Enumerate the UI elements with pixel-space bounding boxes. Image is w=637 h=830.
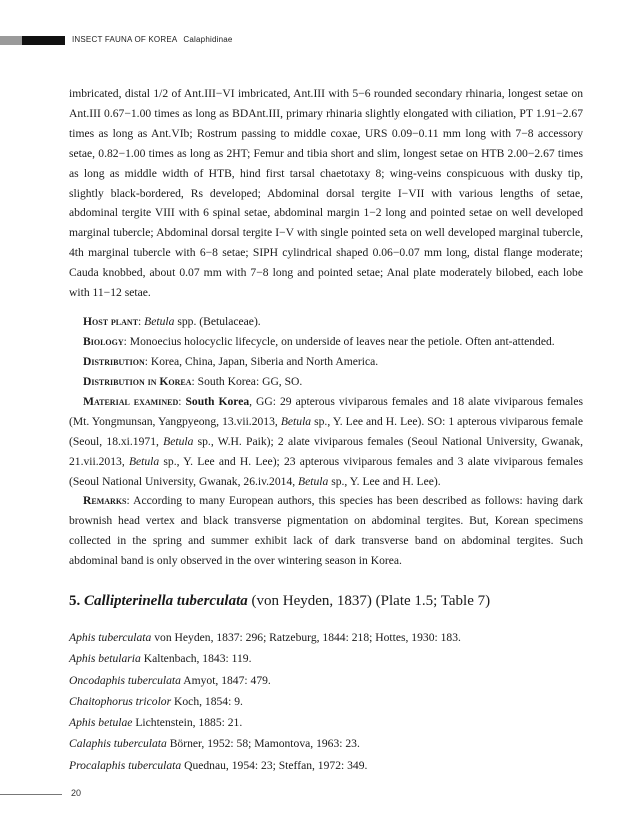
synonym-name: Procalaphis tuberculata <box>69 758 182 772</box>
synonym-name: Chaitophorus tricolor <box>69 694 172 708</box>
material-text-3: sp., W.H. Paik); 2 alate viviparous females (Seoul National University, Gwanak, 21.vii.2013, <box>69 434 583 468</box>
biology-paragraph <box>69 332 583 352</box>
remarks-text: : According to many European authors, this species has been described as follows: having dark brownish head vertex and black transverse pigmentation on abdominal tergites. But, Korean specimens collected in the spring and summer exhibit lack of dark transverse band on abdominal tergites. Such abdominal band is only observed in the over wintering season in Korea. <box>69 494 583 567</box>
material-genus-3: Betula <box>128 454 160 468</box>
header-bar-gray <box>0 36 22 45</box>
synonym-list <box>69 627 461 776</box>
synonym-row <box>69 670 461 691</box>
synonym-ref: Quednau, 1954: 23; Steffan, 1972: 349. <box>181 758 368 772</box>
material-text-5: sp., Y. Lee and H. Lee). <box>328 474 441 488</box>
material-examined-paragraph: Material examined: South Korea, GG: 29 apterous viviparous females and 18 alate viviparous females (Mt. Yongmunsan, Yangpyeong, 13.vii.2013, Betula sp., Y. Lee and H. Lee). SO: 1 apterous viviparous female (Seoul, 18.xi.1971, Betula sp., W.H. Paik); 2 alate viviparous females (Seoul National University, Gwanak, 21.vii.2013, Betula sp., Y. Lee and H. Lee); 23 apterous viviparous females and 3 alate viviparous females (Seoul National University, Gwanak, 26.iv.2014, Betula sp., Y. Lee and H. Lee). <box>69 395 584 488</box>
synonym-row <box>69 755 461 776</box>
host-plant-label: Host plant <box>83 315 139 328</box>
distribution-korea-label: Distribution in Korea <box>83 375 192 388</box>
synonym-ref: Lichtenstein, 1885: 21. <box>132 716 243 730</box>
distribution-korea-text: : South Korea: GG, SO. <box>191 375 303 388</box>
synonym-name: Aphis betularia <box>69 652 141 666</box>
species-heading <box>69 593 490 610</box>
species-name: Callipterinella tuberculata <box>84 593 248 609</box>
distribution-label: Distribution <box>83 355 145 368</box>
footer-rule <box>0 794 62 795</box>
biology-text: : Monoecius holocyclic lifecycle, on underside of leaves near the petiole. Often ant-attended. <box>123 335 555 348</box>
synonym-ref: Koch, 1854: 9. <box>171 694 243 708</box>
material-text-2: sp., Y. Lee and H. Lee). SO: 1 apterous viviparous female (Seoul, 18.xi.1971, <box>69 414 583 448</box>
page-number: 20 <box>71 788 82 798</box>
species-number: 5. <box>69 593 81 609</box>
journal-title: INSECT FAUNA OF KOREA <box>72 35 178 44</box>
synonym-row <box>69 691 461 712</box>
description-paragraph: imbricated, distal 1/2 of Ant.III−VI imbricated, Ant.III with 5−6 rounded secondary rhinaria, longest setae on Ant.III 0.67−1.00 times as long as BDAnt.III, primary rhinaria slightly elongated with ciliation, PT 1.91−2.67 times as long as Ant.VIb; Rostrum passing to middle coxae, URS 0.09−0.11 mm long with 7−8 accessory setae, 0.82−1.00 times as long as 2HT; Femur and tibia short and slim, longest setae on HTB 2.00−2.67 times as long as middle width of HTB, hind first tarsal chaetotaxy 8; wing-veins conspicuous with dusky tip, slightly black-bordered, Rs developed; Abdominal dorsal tergite I−VII with various lengths of setae, abdominal tergite VIII with 6 spinal setae, abdominal margin 1−2 long and pointed setae on well developed marginal tubercle; Abdominal dorsal tergite I−V with single pointed seta on well developed marginal tubercle, 4th marginal tubercle with 6−8 setae; SIPH cylindrical shaped 0.06−0.07 mm long, distal flange moderate; Cauda knobbed, about 0.07 mm with 7−8 long and pointed setae; Anal plate moderately bilobed, each lobe with 11−12 setae. <box>69 87 583 300</box>
material-label: Material examined <box>83 395 179 408</box>
distribution-korea-paragraph <box>69 372 583 392</box>
distribution-text: : Korea, China, Japan, Siberia and North America. <box>144 355 379 368</box>
material-genus-2: Betula <box>163 434 194 448</box>
host-genus: Betula <box>144 315 175 328</box>
biology-label: Biology <box>83 335 124 348</box>
synonym-name: Aphis tuberculata <box>69 631 152 644</box>
synonym-name: Aphis betulae <box>69 716 133 730</box>
material-genus-4: Betula <box>298 474 329 488</box>
synonym-row <box>69 627 461 648</box>
remarks-paragraph <box>69 491 583 571</box>
running-header <box>72 35 233 44</box>
material-genus-1: Betula <box>280 414 312 428</box>
synonym-ref: Börner, 1952: 58; Mamontova, 1963: 23. <box>166 737 360 751</box>
synonym-name: Calaphis tuberculata <box>69 737 167 751</box>
synonym-row <box>69 733 461 754</box>
synonym-row <box>69 712 461 733</box>
material-text-4: sp., Y. Lee and H. Lee); 23 apterous viviparous females and 3 alate viviparous females (Seoul National University, Gwanak, 26.iv.2014, <box>69 454 583 488</box>
host-plant-paragraph: Host plant: Betula spp. (Betulaceae). <box>83 315 261 328</box>
distribution-paragraph <box>69 352 583 372</box>
section-title: Calaphidinae <box>183 35 233 44</box>
remarks-label: Remarks <box>83 494 127 507</box>
host-plant-text: spp. (Betulaceae). <box>174 315 261 328</box>
synonym-row <box>69 648 461 669</box>
synonym-ref: von Heyden, 1837: 296; Ratzeburg, 1844: 218; Hottes, 1930: 183. <box>151 631 461 644</box>
header-bar-black <box>22 36 65 45</box>
material-country: South Korea <box>185 395 250 408</box>
material-text-1: , GG: 29 apterous viviparous females and 18 alate viviparous females (Mt. Yongmunsan, Yangpyeong, 13.vii.2013, <box>69 395 584 428</box>
species-authority: (von Heyden, 1837) (Plate 1.5; Table 7) <box>247 593 491 609</box>
synonym-name: Oncodaphis tuberculata <box>69 673 181 687</box>
synonym-ref: Kaltenbach, 1843: 119. <box>140 652 252 666</box>
synonym-ref: Amyot, 1847: 479. <box>180 673 271 687</box>
